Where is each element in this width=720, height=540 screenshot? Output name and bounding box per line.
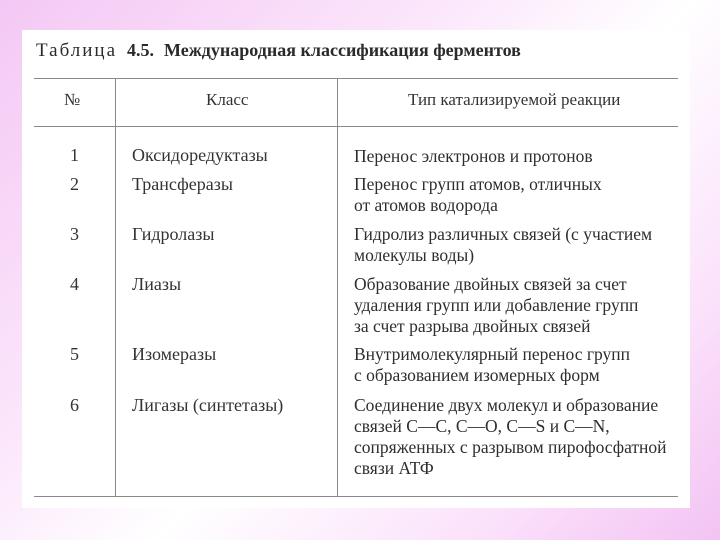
row-2-class: Трансферазы — [132, 174, 233, 194]
caption-number: 4.5. — [127, 40, 155, 60]
row-3-reaction-line: Гидролиз различных связей (с участием — [354, 224, 653, 244]
row-5-class: Изомеразы — [132, 344, 217, 364]
row-6-class: Лигазы (синтетазы) — [132, 395, 284, 415]
header-class: Класс — [206, 90, 249, 109]
header-rule — [34, 126, 678, 127]
row-2-reaction — [354, 174, 684, 216]
row-1-class: Оксидоредуктазы — [132, 145, 268, 165]
row-3-reaction-line: молекулы воды) — [354, 245, 475, 265]
row-4-reaction-line: Образование двойных связей за счет — [354, 274, 627, 294]
row-2-reaction-line: от атомов водорода — [354, 195, 498, 215]
row-6-reaction-line: связи АТФ — [354, 458, 434, 478]
row-1-reaction-line: Перенос электронов и протонов — [354, 146, 593, 166]
row-4-reaction-line: удаления групп или добавление групп — [354, 295, 639, 315]
row-2-num: 2 — [70, 174, 79, 194]
row-3-class: Гидролазы — [132, 224, 215, 244]
row-3-reaction — [354, 224, 684, 266]
table-top-rule — [34, 78, 678, 79]
table-bottom-rule — [34, 496, 678, 497]
row-5-reaction — [354, 344, 684, 386]
row-3-num: 3 — [70, 224, 79, 244]
row-6-num: 6 — [70, 395, 79, 415]
row-2-reaction-line: Перенос групп атомов, отличных — [354, 174, 602, 194]
caption-label: Таблица — [36, 40, 118, 61]
header-reaction: Тип катализируемой реакции — [408, 90, 621, 109]
table-sheet — [22, 30, 690, 508]
row-5-reaction-line: Внутримолекулярный перенос групп — [354, 344, 631, 364]
caption-title: Международная классификация ферментов — [164, 40, 521, 60]
table-caption — [36, 40, 521, 62]
row-4-reaction-line: за счет разрыва двойных связей — [354, 316, 591, 336]
row-6-reaction-line: Соединение двух молекул и образование — [354, 395, 659, 415]
row-1-num: 1 — [70, 145, 79, 165]
row-5-num: 5 — [70, 344, 79, 364]
row-4-num: 4 — [70, 274, 79, 294]
row-6-reaction-line: сопряженных с разрывом пирофосфатной — [354, 437, 667, 457]
column-divider-2 — [337, 78, 338, 496]
row-1-reaction — [354, 146, 684, 167]
row-6-reaction — [354, 395, 684, 479]
row-4-reaction — [354, 274, 684, 337]
row-5-reaction-line: с образованием изомерных форм — [354, 365, 600, 385]
header-num: № — [64, 90, 81, 109]
row-6-reaction-line: связей C—C, C—O, C—S и C—N, — [354, 416, 610, 436]
column-divider-1 — [115, 78, 116, 496]
row-4-class: Лиазы — [132, 274, 182, 294]
